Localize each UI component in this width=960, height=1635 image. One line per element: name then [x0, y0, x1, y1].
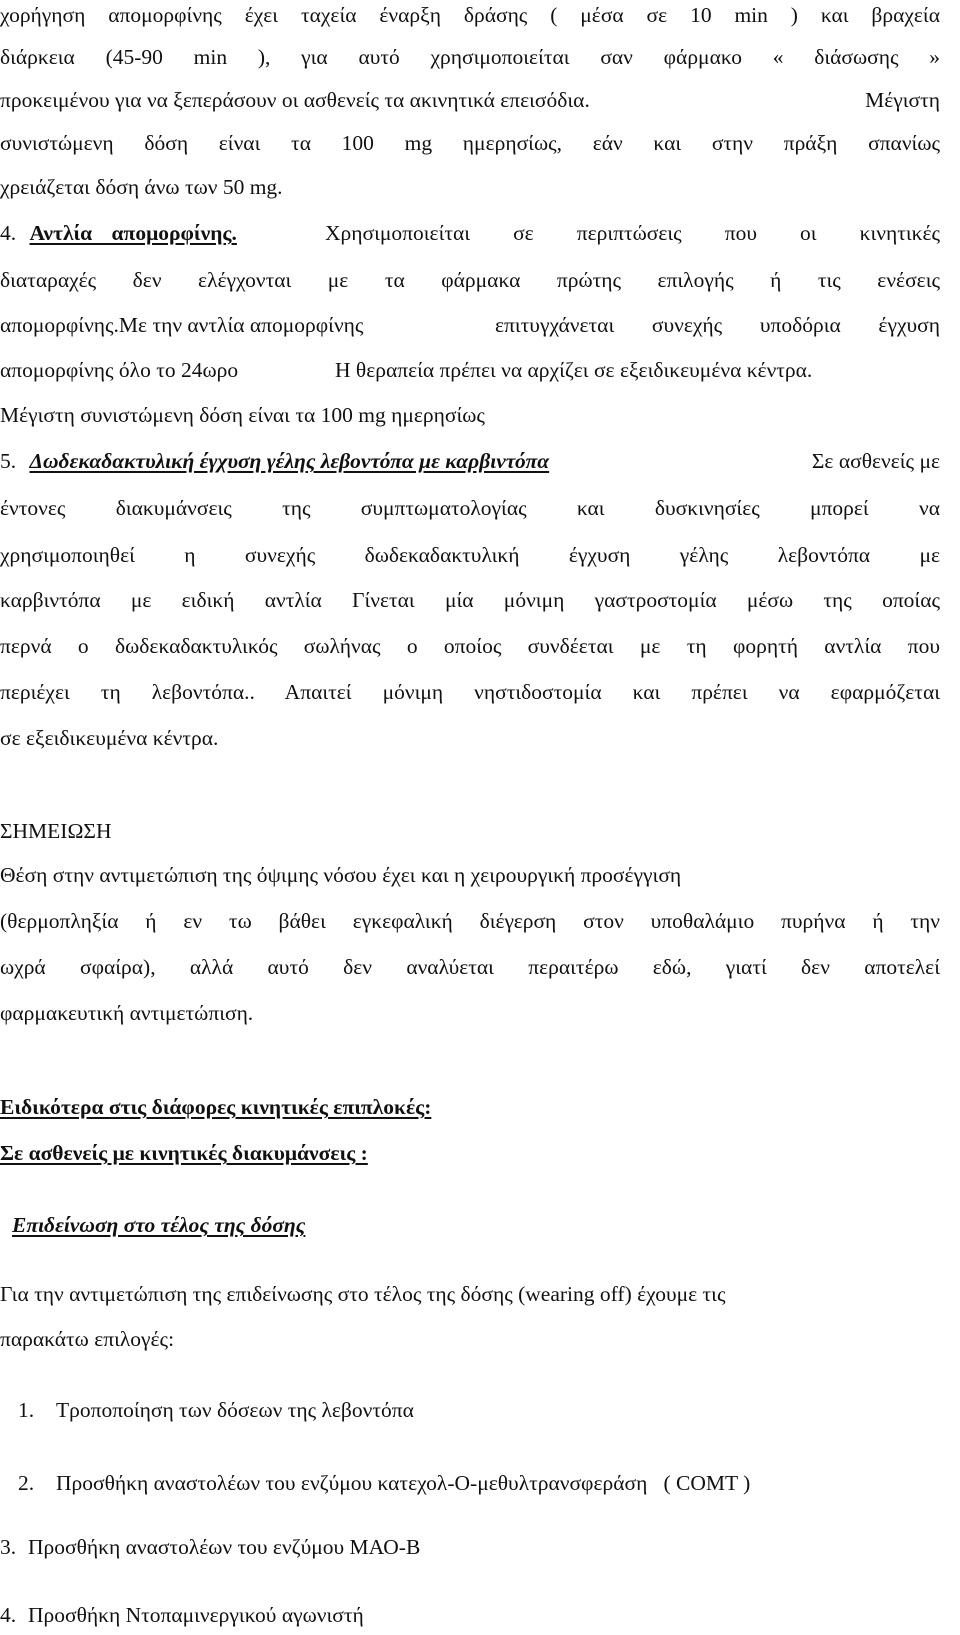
paragraph-line-part: Μέγιστη	[865, 88, 940, 112]
paragraph-line-part: Σε ασθενείς με	[811, 449, 940, 473]
list-item-4-line	[0, 218, 940, 248]
section-heading	[0, 1092, 940, 1122]
paragraph-line	[0, 85, 940, 115]
paragraph-line: χρειάζεται δόση άνω των 50 mg.	[0, 175, 283, 199]
list-item-number: 1.	[18, 1398, 35, 1422]
paragraph-line: χορήγηση απομορφίνης έχει ταχεία έναρξη δράσης ( μέσα σε 10 min ) και βραχεία	[0, 3, 940, 27]
paragraph-line: περιέχει τη λεβοντόπα.. Απαιτεί μόνιμη νηστιδοστομία και πρέπει να εφαρμόζεται	[0, 680, 940, 704]
paragraph-line: φαρμακευτική αντιμετώπιση.	[0, 1001, 254, 1025]
paragraph-line: χρησιμοποιηθεί η συνεχής δωδεκαδακτυλική έγχυση γέλης λεβοντόπα με	[0, 543, 940, 567]
paragraph-line: διάρκεια (45-90 min ), για αυτό χρησιμοποιείται σαν φάρμακο « διάσωσης »	[0, 45, 940, 69]
paragraph-line-part: Η θεραπεία πρέπει να αρχίζει σε εξειδικευμένα κέντρα.	[335, 358, 813, 382]
subsection-heading-text: Επιδείνωση στο τέλος της δόσης	[12, 1213, 306, 1237]
paragraph-line: ωχρά σφαίρα), αλλά αυτό δεν αναλύεται περαιτέρω εδώ, γιατί δεν αποτελεί	[0, 955, 940, 979]
list-item-number: 2.	[18, 1471, 35, 1495]
list-item	[0, 1600, 940, 1630]
list-item	[0, 1395, 940, 1425]
paragraph-line: διαταραχές δεν ελέγχονται με τα φάρμακα πρώτης επιλογής ή τις ενέσεις	[0, 268, 940, 292]
list-item-text: Προσθήκη αναστολέων του ενζύμου κατεχολ-Ο-μεθυλτρανσφεράση ( COMT )	[56, 1471, 751, 1495]
list-item-title: Αντλία απομορφίνης.	[29, 221, 237, 245]
paragraph-line-part: απομορφίνης όλο το 24ωρο	[0, 358, 239, 382]
paragraph-line: καρβιντόπα με ειδική αντλία Γίνεται μία μόνιμη γαστροστομία μέσω της οποίας	[0, 588, 940, 612]
list-item-text: Προσθήκη αναστολέων του ενζύμου ΜΑΟ-Β	[28, 1535, 421, 1559]
list-item-number: 4.	[0, 221, 17, 245]
paragraph-line: περνά ο δωδεκαδακτυλικός σωλήνας ο οποίος συνδέεται με τη φορητή αντλία που	[0, 634, 940, 658]
paragraph-line-part: απομορφίνης.Με την αντλία απομορφίνης	[0, 313, 364, 337]
list-item-text: Τροποποίηση των δόσεων της λεβοντόπα	[56, 1398, 414, 1422]
note-heading: ΣΗΜΕΙΩΣΗ	[0, 819, 112, 843]
paragraph-line-part: επιτυγχάνεται συνεχής υποδόρια έγχυση	[495, 313, 940, 337]
section-heading-text: Ειδικότερα στις διάφορες κινητικές επιπλοκές:	[0, 1095, 432, 1119]
list-item	[0, 1468, 940, 1498]
paragraph-line: συνιστώμενη δόση είναι τα 100 mg ημερησίως, εάν και στην πράξη σπανίως	[0, 131, 940, 155]
paragraph-line: σε εξειδικευμένα κέντρα.	[0, 726, 219, 750]
paragraph-line	[0, 355, 940, 385]
paragraph-line-part: προκειμένου για να ξεπεράσουν οι ασθενείς τα ακινητικά επεισόδια.	[0, 88, 590, 112]
section-heading-text: Σε ασθενείς με κινητικές διακυμάνσεις :	[0, 1141, 368, 1165]
list-item	[0, 1532, 940, 1562]
paragraph-line: Για την αντιμετώπιση της επιδείνωσης στο τέλος της δόσης (wearing off) έχουμε τις	[0, 1282, 726, 1306]
paragraph-line: Θέση στην αντιμετώπιση της όψιμης νόσου έχει και η χειρουργική προσέγγιση	[0, 863, 682, 887]
list-item-title: Δωδεκαδακτυλική έγχυση γέλης λεβοντόπα με καρβιντόπα	[29, 449, 550, 473]
section-heading	[0, 1138, 940, 1168]
paragraph-line-part: Χρησιμοποιείται σε περιπτώσεις που οι κινητικές	[325, 221, 940, 245]
list-item-number: 4.	[0, 1603, 17, 1627]
paragraph-line: έντονες διακυμάνσεις της συμπτωματολογίας και δυσκινησίες μπορεί να	[0, 496, 940, 520]
list-item-5-line	[0, 446, 940, 476]
paragraph-line: παρακάτω επιλογές:	[0, 1327, 175, 1351]
paragraph-line: Μέγιστη συνιστώμενη δόση είναι τα 100 mg ημερησίως	[0, 403, 485, 427]
paragraph-line: (θερμοπληξία ή εν τω βάθει εγκεφαλική διέγερση στον υποθαλάμιο πυρήνα ή την	[0, 909, 940, 933]
subsection-heading	[0, 1210, 940, 1240]
list-item-text: Προσθήκη Ντοπαμινεργικού αγωνιστή	[28, 1603, 364, 1627]
list-item-number: 5.	[0, 449, 17, 473]
list-item-number: 3.	[0, 1535, 17, 1559]
paragraph-line	[0, 310, 940, 340]
